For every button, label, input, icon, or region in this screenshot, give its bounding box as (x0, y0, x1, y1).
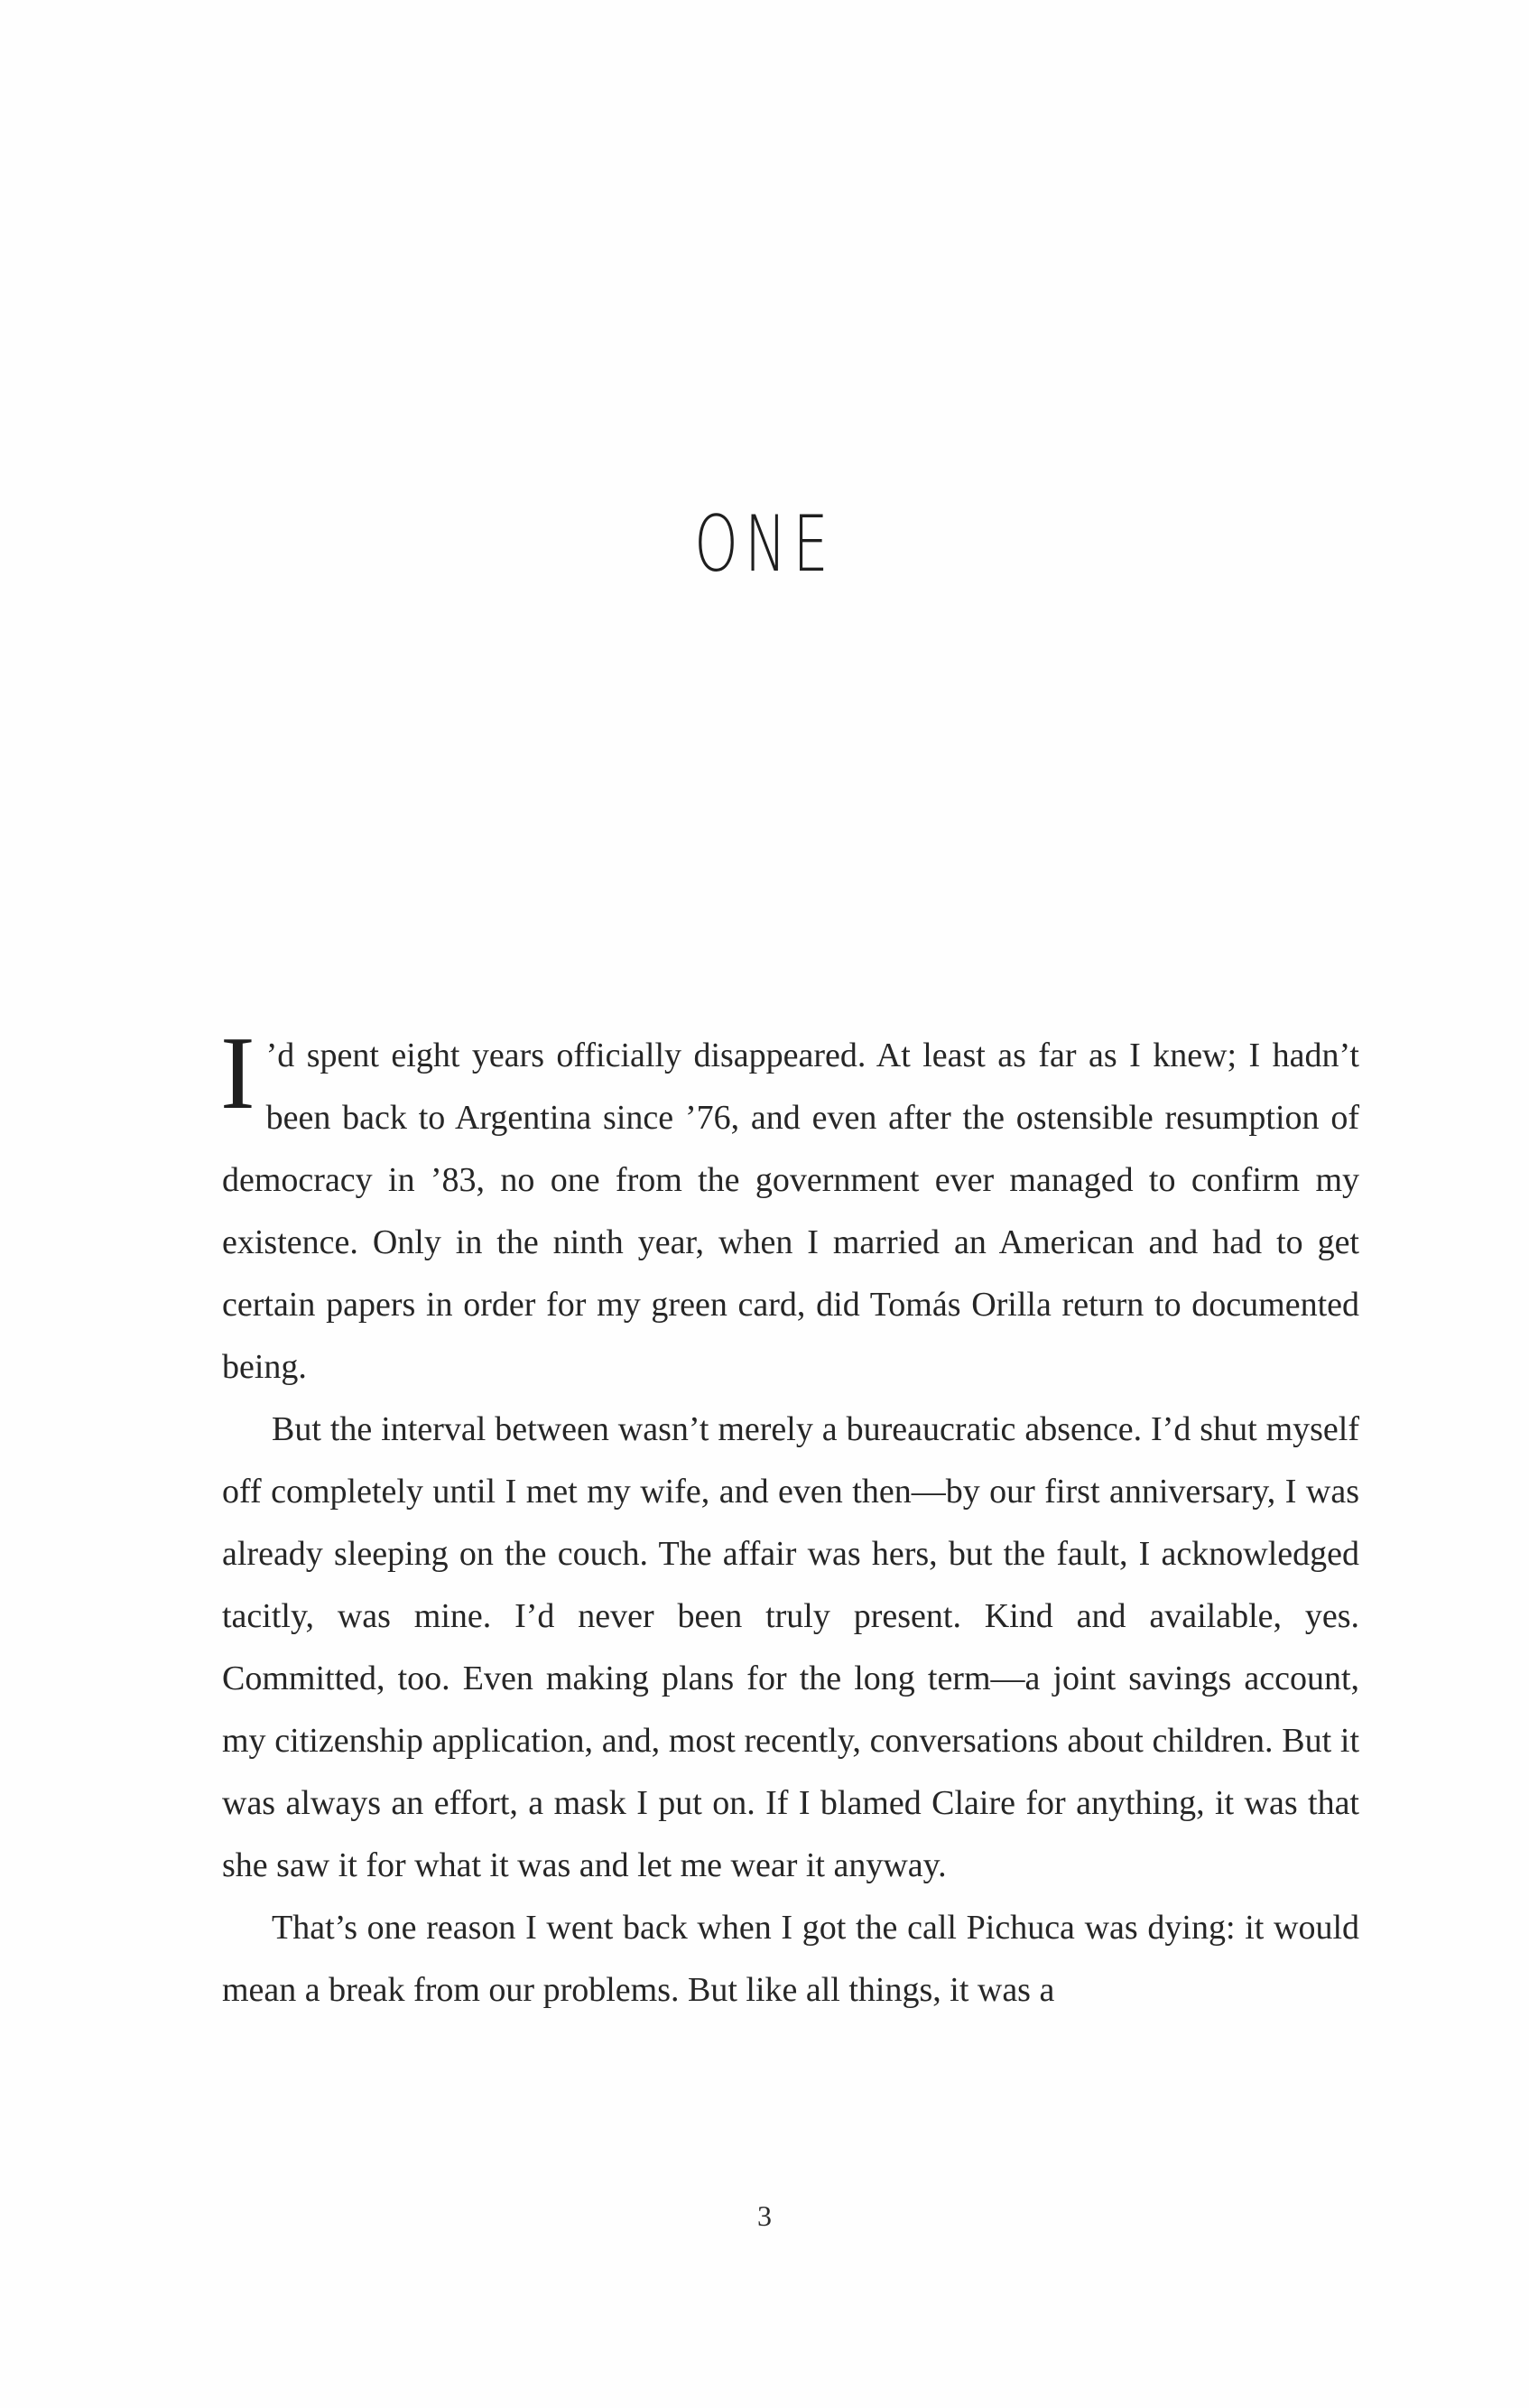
paragraph-2: But the interval between wasn’t merely a bureaucratic absence. I’d shut myself off completely until I met my wife, and even then—by our first anniversary, I was already sleeping on the couch. The affair was hers, but the fault, I acknowledged tacitly, was mine. I’d never been truly present. Kind and available, yes. Committed, too. Even making plans for the long term—a joint savings account, my citizenship application, and, most recently, conversations about children. But it was always an effort, a mask I put on. If I blamed Claire for anything, it was that she saw it for what it was and let me wear it anyway. (222, 1410, 1359, 1884)
paragraph-1-text: ’d spent eight years officially disappeared. At least as far as I knew; I hadn’t been back to Argentina since ’76, and even after the ostensible resumption of democracy in ’83, no one from the government ever managed to confirm my existence. Only in the ninth year, when I married an American and had to get certain papers in order for my green card, did Tomás Orilla return to documented being. (222, 1037, 1359, 1386)
body-text (220, 1016, 1359, 2022)
drop-cap: I (220, 1016, 255, 1131)
chapter-title: ONE (694, 499, 835, 590)
paragraph-3: That’s one reason I went back when I got the call Pichuca was dying: it would mean a break from our problems. But like all things, it was a (222, 1909, 1359, 2009)
page-number: 3 (757, 2199, 772, 2232)
paragraph-1 (220, 1016, 1359, 1399)
